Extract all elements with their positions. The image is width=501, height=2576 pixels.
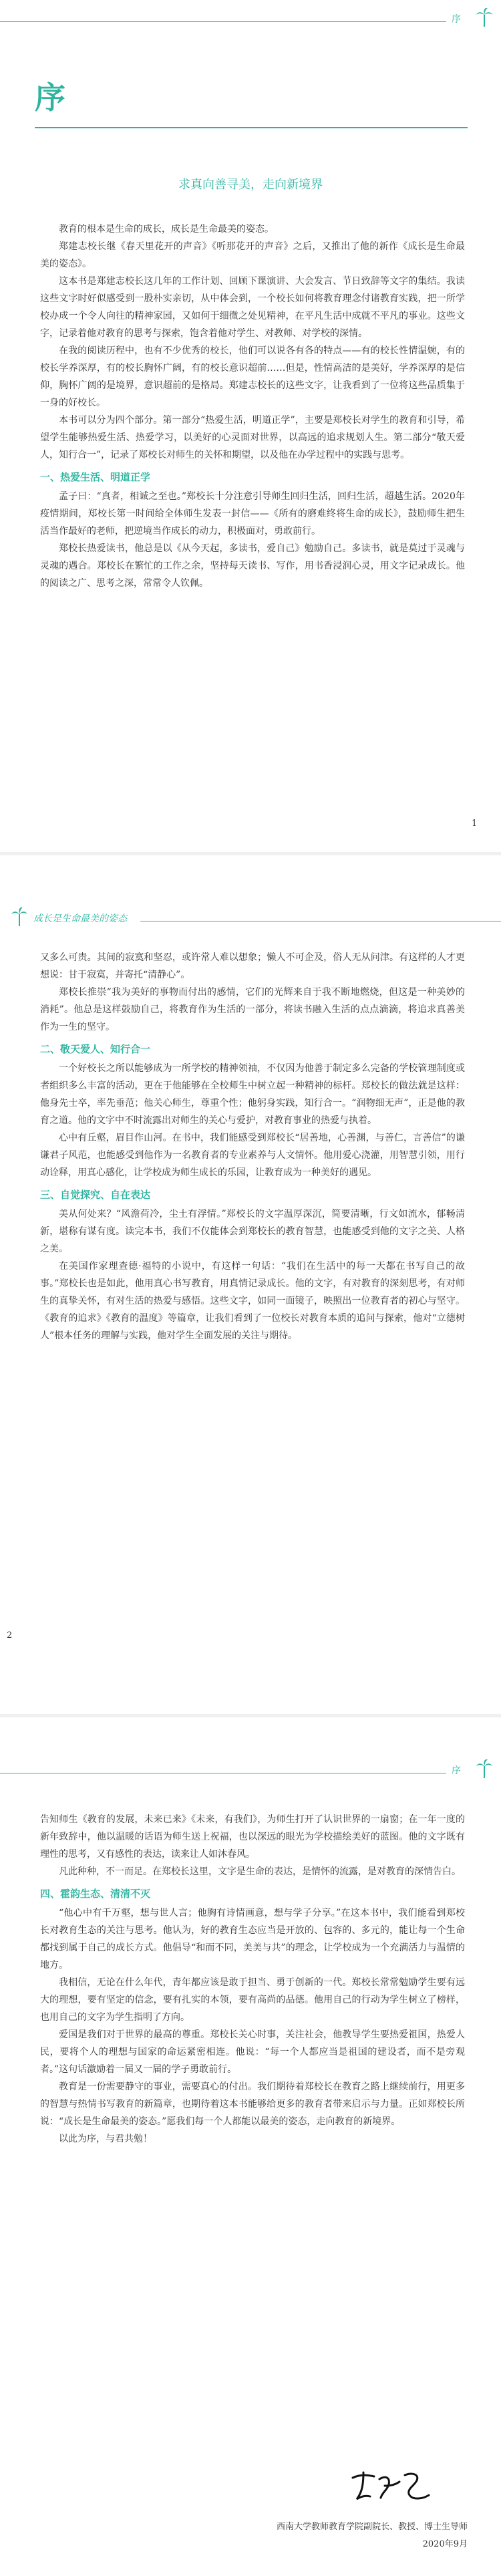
paragraph: 这本书是郑建志校长这几年的工作计划、回顾下课演讲、大会发言、节日致辞等文字的集结。我读这些文字时好似感受到一股朴实亲切，从中体会到，一个校长如何将教育理念付诸教育实践，把一所学校办成一个令人向往的精神家园，又如何于细微之处见精神，在平凡生活中成就不平凡的事业。这些文字，记录着他对教育的思考与探索，饱含着他对学生、对教师、对学校的深情。 (40, 276, 465, 339)
palm-tree-icon (476, 1758, 493, 1778)
page-2-body (40, 949, 465, 1344)
paragraph: 凡此种种，不一而足。在郑校长这里，文字是生命的表达，是情怀的流露，是对教育的深情告白。 (59, 1866, 461, 1877)
page-1-body (40, 221, 465, 592)
paragraph: 本书可以分为四个部分。第一部分“热爱生活，明道正学”，主要是郑校长对学生的教育和引导，希望学生能够热爱生活、热爱学习，以美好的心灵面对世界，以高远的追求规划人生。第二部分“敬天爱人，知行合一”，记录了郑校长对师生的关怀和期望，以及他在办学过程中的实践与思考。 (40, 415, 465, 460)
page-header (0, 909, 501, 929)
paragraph: 郑建志校长继《春天里花开的声音》《听那花开的声音》之后，又推出了他的新作《成长是生命最美的姿态》。 (40, 241, 465, 269)
header-rule (0, 21, 446, 22)
section-heading: 三、自觉探究、自在表达 (40, 1189, 151, 1201)
paragraph: 一个好校长之所以能够成为一所学校的精神领袖，不仅因为他善于制定多么完备的学校管理制度或者组织多么丰富的活动，更在于他能够在全校师生中树立起一种精神的标杆。郑校长的做法就是这样：他身先士卒，率先垂范；他关心师生，尊重个性；他躬身实践，知行合一。“润物细无声”，正是他的教育之道。他的文字中不时流露出对师生的关心与爱护，对教育事业的热爱与执着。 (40, 1063, 465, 1126)
paragraph: 心中有丘壑，眉目作山河。在书中，我们能感受到郑校长“居善地，心善渊，与善仁，言善信”的谦谦君子风范，也能感受到他作为一名教育者的专业素养与人文情怀。他用爱心浇灌，用智慧引领，用行动诠释，用真心感化，让学校成为师生成长的乐园，让教育成为一种美好的遇见。 (40, 1133, 465, 1178)
section-heading: 一、热爱生活、明道正学 (40, 471, 151, 483)
palm-tree-icon (11, 906, 28, 926)
signature-date: 2020年9月 (422, 2539, 468, 2549)
paragraph: 郑校长热爱读书，他总是以《从今天起，多读书，爱自己》勉励自己。多读书，就是莫过于灵魂与灵魂的遇合。郑校长在繁忙的工作之余，坚持每天读书、写作，用书香浸润心灵，用文字记录成长。他的阅读之广、思考之深，常常令人钦佩。 (40, 543, 465, 589)
section-heading: 四、霍韵生态、清清不灭 (40, 1888, 151, 1900)
preface-title: 序 (35, 80, 65, 116)
paragraph: 郑校长推崇“我为美好的事物而付出的感情，它们的光辉来自于我不断地燃烧，但这是一种美妙的消耗”。他总是这样鼓励自己，将教育作为生活的一部分，将读书融入生活的点点滴滴，将追求真善美作为一生的坚守。 (40, 987, 465, 1032)
signer-title: 西南大学教师教育学院副院长、教授、博士生导师 (276, 2522, 468, 2532)
paragraph: “他心中有千万壑，想与世人言；他胸有诗情画意，想与学子分享。”在这本书中，我们能看到郑校长对教育生态的关注与思考。他认为，好的教育生态应当是开放的、包容的、多元的，能让每一个生命都找到属于自己的成长方式。他倡导“和而不同，美美与共”的理念，让学校成为一个充满活力与温情的地方。 (40, 1908, 465, 1971)
title-rule (35, 127, 468, 128)
paragraph: 在美国作家理查德·福特的小说中，有这样一句话：“我们在生活中的每一天都在书写自己的故事。”郑校长也是如此，他用真心书写教育，用真情记录成长。他的文字，有对教育的深刻思考，有对师生的真挚关怀，有对生活的热爱与感悟。这些文字，如同一面镜子，映照出一位教育者的初心与坚守。《教育的追求》《教育的温度》等篇章，让我们看到了一位校长对教育本质的追问与探索，他对“立德树人”根本任务的理解与实践，他对学生全面发展的关注与期待。 (40, 1261, 465, 1341)
page-3 (0, 1717, 501, 2576)
handwritten-signature (347, 2466, 434, 2506)
page-header (0, 9, 501, 29)
palm-tree-icon (476, 7, 493, 27)
preface-subtitle: 求真向善寻美，走向新境界 (178, 178, 323, 192)
paragraph: 美从何处来？“风澹荷冷，尘土有浮情。”郑校长的文字温厚深沉，简要清晰，行文如流水，郁畅清新，堪称有谋有度。读完本书，我们不仅能体会到郑校长的教育智慧，也能感受到他的文字之美、人格之美。 (40, 1209, 465, 1254)
section-heading: 二、敬天爱人、知行合一 (40, 1043, 151, 1055)
paragraph: 在我的阅读历程中，也有不少优秀的校长，他们可以说各有各的特点——有的校长性情温婉，有的校长学养深厚，有的校长胸怀广阔，有的校长意识超前……但是，性情高洁的是美好，学养深厚的是信仰，胸怀广阔的是境界，意识超前的是格局。郑建志校长的这些文字，让我看到了一位将这些品质集于一身的好校长。 (40, 345, 465, 408)
paragraph: 教育的根本是生命的成长，成长是生命最美的姿态。 (59, 224, 274, 235)
page-number: 2 (7, 1630, 13, 1640)
page-1 (0, 0, 501, 855)
page-2 (0, 855, 501, 1717)
page-header (0, 1761, 501, 1781)
paragraph: 我相信，无论在什么年代，青年都应该是敢于担当、勇于创新的一代。郑校长常常勉励学生要有远大的理想，要有坚定的信念，要有扎实的本领，要有高尚的品德。他用自己的行动为学生树立了榜样，也用自己的文字为学生指明了方向。 (40, 1977, 465, 2023)
paragraph: 爱国是我们对于世界的最高的尊重。郑校长关心时事，关注社会，他教导学生要热爱祖国，热爱人民，要将个人的理想与国家的命运紧密相连。他说：“每一个人都应当是祖国的建设者，而不是旁观者。”这句话激励着一届又一届的学子勇敢前行。 (40, 2029, 465, 2075)
paragraph: 以此为序，与君共勉！ (59, 2134, 152, 2144)
paragraph: 孟子曰：“真者，相诚之至也。”郑校长十分注意引导师生回归生活，回归生活，超越生活。2020年疫情期间，郑校长第一时间给全体师生发表一封信——《所有的磨难终将生命的成长》，鼓励师生把生活当作最好的老师，把逆境当作成长的动力，积极面对，勇敢前行。 (40, 491, 465, 537)
header-title: 序 (452, 1765, 461, 1776)
page-3-body (40, 1811, 465, 2148)
page-number: 1 (472, 819, 478, 829)
header-title: 成长是生命最美的姿态 (33, 913, 127, 924)
header-title: 序 (452, 14, 461, 25)
paragraph: 教育是一份需要静守的事业，需要真心的付出。我们期待着郑校长在教育之路上继续前行，用更多的智慧与热情书写教育的新篇章，也期待着这本书能够给更多的教育者带来启示与力量。正如郑校长所说：“成长是生命最美的姿态。”愿我们每一个人都能以最美的姿态，走向教育的新境界。 (40, 2082, 465, 2127)
paragraph: 告知师生《教育的发展，未来已来》《未来，有我们》，为师生打开了认识世界的一扇窗；在一年一度的新年致辞中，他以温暖的话语为师生送上祝福，也以深远的眼光为学校描绘美好的蓝图。他的文字既有理性的思考，又有感性的表达，读来让人如沐春风。 (40, 1814, 465, 1860)
paragraph: 又多么可贵。其间的寂寞和坚忍，或许常人难以想象；懒人不可企及，俗人无从问津。有这样的人才更想说：甘于寂寞，并寄托“清静心”。 (40, 952, 465, 980)
